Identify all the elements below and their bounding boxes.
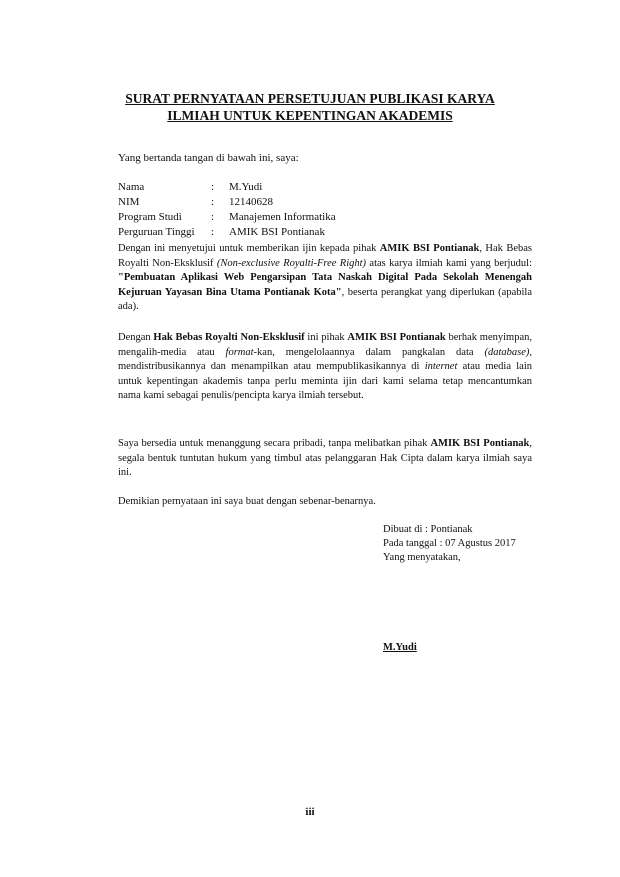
text-run: , segala bentuk tuntutan hukum yang timbul atas pelanggaran Hak Cipta dalam karya ilmiah saya ini. xyxy=(118,438,532,479)
italic-run: (Non-exclusive Royalti-Free Right) xyxy=(216,257,367,269)
identity-separator: : xyxy=(211,226,215,238)
paragraph-consent xyxy=(118,242,532,315)
text-run: , mendistribusikannya dan menampilkan atau mempublikasikannya di xyxy=(118,346,532,373)
document-title xyxy=(0,90,620,124)
text-run: ini pihak xyxy=(304,332,348,343)
signer-name: M.Yudi xyxy=(383,642,417,653)
signature-date: Pada tanggal : 07 Agustus 2017 xyxy=(383,538,516,549)
identity-separator: : xyxy=(211,196,215,208)
text-run: , beserta perangkat yang diperlukan (apabila ada). xyxy=(118,286,532,313)
signature-place: Dibuat di : Pontianak xyxy=(383,524,473,535)
text-run: Dengan xyxy=(118,332,154,343)
title-line-2: ILMIAH UNTUK KEPENTINGAN AKADEMIS xyxy=(167,108,453,123)
identity-value: M.Yudi xyxy=(229,181,263,193)
paragraph-closing: Demikian pernyataan ini saya buat dengan sebenar-benarnya. xyxy=(118,496,376,507)
text-run: -kan, mengelolaannya dalam pangkalan data xyxy=(253,346,485,358)
text-run: berhak menyimpan, mengalih-media atau xyxy=(118,332,532,358)
bold-run: AMIK BSI Pontianak xyxy=(430,438,530,449)
identity-value: 12140628 xyxy=(229,196,273,208)
text-run: Saya bersedia untuk menanggung secara pribadi, tanpa melibatkan pihak xyxy=(118,438,431,449)
italic-run: (database) xyxy=(484,346,530,358)
paragraph-liability xyxy=(118,437,532,481)
text-run: Dengan ini menyetujui untuk memberikan ijin kepada pihak xyxy=(118,243,380,254)
identity-label: Nama xyxy=(118,181,145,193)
signature-stating: Yang menyatakan, xyxy=(383,552,461,563)
title-line-1: SURAT PERNYATAAN PERSETUJUAN PUBLIKASI KARYA xyxy=(125,91,495,106)
identity-separator: : xyxy=(211,181,215,193)
text-run: atau media lain untuk kepentingan akademis tanpa perlu meminta ijin dari kami selama tetap mencantumkan nama kami sebagai penulis/pencipta karya ilmiah tersebut. xyxy=(118,361,532,402)
identity-label: NIM xyxy=(118,196,140,208)
italic-run: format xyxy=(225,346,254,358)
work-title: "Pembuatan Aplikasi Web Pengarsipan Tata Naskah Digital Pada Sekolah Menengah Kejuruan Yayasan Bina Utama Pontianak Kota" xyxy=(118,272,532,298)
identity-separator: : xyxy=(211,211,215,223)
italic-run: internet xyxy=(424,361,458,373)
identity-row-name xyxy=(118,180,336,195)
identity-value: AMIK BSI Pontianak xyxy=(229,226,325,238)
signature-block xyxy=(383,523,516,565)
paragraph-rights xyxy=(118,331,532,404)
identity-row-program xyxy=(118,210,336,225)
identity-label: Program Studi xyxy=(118,211,182,223)
text-run: , Hak Bebas Royalti Non-Eksklusif xyxy=(118,243,533,269)
bold-run: AMIK BSI Pontianak xyxy=(379,243,480,254)
identity-label: Perguruan Tinggi xyxy=(118,226,195,238)
bold-run: Hak Bebas Royalti Non-Eksklusif xyxy=(153,332,305,343)
text-run: atas karya ilmiah kami yang berjudul: xyxy=(366,257,532,269)
identity-row-nim xyxy=(118,195,336,210)
page-number: iii xyxy=(305,806,315,818)
identity-row-institution xyxy=(118,225,336,240)
identity-value: Manajemen Informatika xyxy=(229,211,336,223)
intro-text: Yang bertanda tangan di bawah ini, saya: xyxy=(118,152,299,164)
identity-block xyxy=(118,180,336,240)
bold-run: AMIK BSI Pontianak xyxy=(347,332,446,343)
